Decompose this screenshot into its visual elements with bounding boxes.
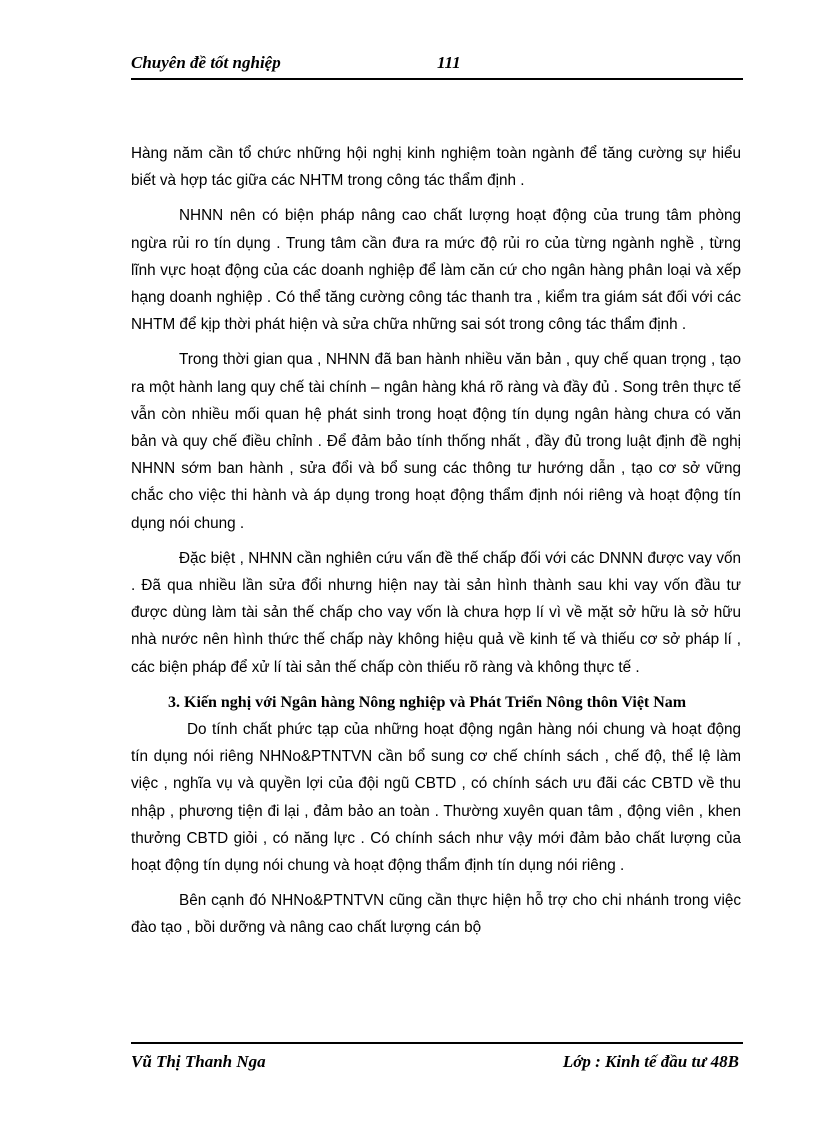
paragraph: Đặc biệt , NHNN cần nghiên cứu vấn đề thế chấp đối với các DNNN được vay vốn . Đã qua nhiều lần sửa đổi nhưng hiện nay tài sản hình thành sau khi vay vốn đầu tư được dùng làm tài sản thế chấp cho vay vốn là chưa hợp lí vì về mặt sở hữu là sở hữu nhà nước nên hình thức thế chấp này không hiệu quả về kinh tế và thiếu cơ sở pháp lí , các biện pháp để xử lí tài sản thế chấp còn thiếu rõ ràng và không thực tế .	[131, 549, 741, 676]
author-name: Vũ Thị Thanh Nga	[131, 1052, 266, 1071]
class-label: Lớp : Kinh tế đầu tư 48B	[562, 1052, 739, 1071]
body-text	[131, 140, 741, 950]
paragraph: Hàng năm cần tổ chức những hội nghị kinh nghiệm toàn ngành để tăng cường sự hiểu biết và hợp tác giữa các NHTM trong công tác thẩm định .	[131, 145, 741, 190]
page-footer	[131, 1042, 743, 1078]
page-header	[131, 52, 743, 80]
section-heading: 3. Kiến nghị với Ngân hàng Nông nghiệp và Phát Triển Nông thôn Việt Nam	[168, 693, 687, 711]
paragraph: NHNN nên có biện pháp nâng cao chất lượng hoạt động của trung tâm phòng ngừa rủi ro tín dụng . Trung tâm cần đưa ra mức độ rủi ro của từng ngành nghề , từng lĩnh vực hoạt động của các doanh nghiệp để làm căn cứ cho ngân hàng phân loại và xếp hạng doanh nghiệp . Có thể tăng cường công tác thanh tra , kiểm tra giám sát đối với các NHTM để kịp thời phát hiện và sửa chữa những sai sót trong công tác thẩm định .	[131, 207, 741, 334]
page-number: 111	[437, 53, 461, 72]
paragraph: Do tính chất phức tạp của những hoạt động ngân hàng nói chung và hoạt động tín dụng nói riêng NHNo&PTNTVN cần bổ sung cơ chế chính sách , chế độ, thể lệ làm việc , nghĩa vụ và quyền lợi của đội ngũ CBTD , có chính sách ưu đãi các CBTD về thu nhập , phương tiện đi lại , đảm bảo an toàn . Thường xuyên quan tâm , động viên , khen thưởng CBTD giỏi , có năng lực . Có chính sách như vậy mới đảm bảo chất lượng của hoạt động tín dụng nói chung và hoạt động thẩm định tín dụng nói riêng .	[131, 721, 741, 875]
paragraph: Bên cạnh đó NHNo&PTNTVN cũng cần thực hiện hỗ trợ cho chi nhánh trong việc đào tạo , bồi dưỡng và nâng cao chất lượng cán bộ	[131, 892, 741, 937]
document-title: Chuyên đề tốt nghiệp	[131, 53, 281, 72]
paragraph: Trong thời gian qua , NHNN đã ban hành nhiều văn bản , quy chế quan trọng , tạo ra một hành lang quy chế tài chính – ngân hàng khá rõ ràng và đầy đủ . Song trên thực tế vẫn còn nhiều mối quan hệ phát sinh trong hoạt động tín dụng ngân hàng chưa có văn bản và quy chế điều chỉnh . Để đảm bảo tính thống nhất , đầy đủ trong luật định đề nghị NHNN sớm ban hành , sửa đổi và bổ sung các thông tư hướng dẫn , tạo cơ sở vững chắc cho việc thi hành và áp dụng trong hoạt động thẩm định nói riêng và hoạt động tín dụng nói chung .	[131, 351, 741, 532]
